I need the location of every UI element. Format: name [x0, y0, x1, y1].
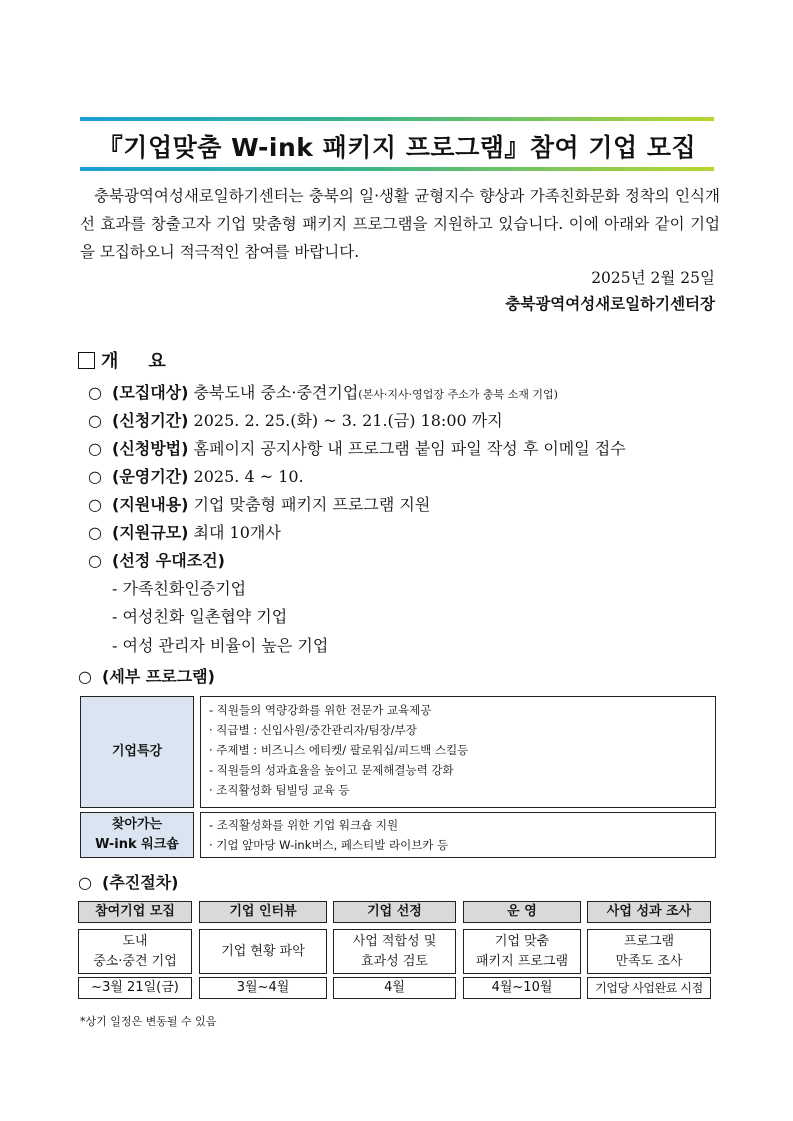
item-value: 2025. 2. 25.(화) ~ 3. 21.(금) 18:00 까지: [193, 411, 503, 430]
item-label: (운영기간): [112, 467, 189, 486]
item-label: (지원규모): [112, 523, 189, 542]
detail-heading: [78, 664, 215, 687]
issue-date: 2025년 2월 25일: [591, 269, 715, 287]
item-value: 홈페이지 공지사항 내 프로그램 붙임 파일 작성 후 이메일 접수: [193, 439, 626, 458]
circle-bullet-icon: ○: [88, 551, 102, 570]
step-time: 4월: [333, 977, 456, 999]
circle-bullet-icon: ○: [88, 523, 102, 542]
detail-row-content: [200, 812, 716, 858]
circle-bullet-icon: ○: [88, 439, 102, 458]
step-time: ~3월 21일(금): [78, 977, 192, 999]
detail-line: · 조직활성화 팀빌딩 교육 등: [209, 783, 350, 797]
signature: 충북광역여성새로일하기센터장: [505, 294, 715, 313]
step-body-line: 효과성 검토: [361, 953, 428, 969]
item-note: (본사·지사·영업장 주소가 충북 소재 기업): [358, 388, 558, 401]
detail-row-label: [80, 812, 194, 858]
detail-row-label: 기업특강: [80, 696, 194, 808]
detail-line: · 주제별 : 비즈니스 에티켓/ 팔로워십/피드백 스킬등: [209, 743, 469, 757]
overview-item: [88, 464, 304, 487]
detail-line: - 직원들의 성과효율을 높이고 문제해결능력 강화: [209, 763, 454, 777]
circle-bullet-icon: ○: [78, 873, 92, 892]
footnote: *상기 일정은 변동될 수 있음: [80, 1015, 217, 1028]
overview-item: [88, 436, 626, 459]
item-value: 충북도내 중소·중견기업: [193, 383, 359, 402]
condition-item: - 여성 관리자 비율이 높은 기업: [112, 636, 329, 655]
intro-paragraph: 충북광역여성새로일하기센터는 충북의 일·생활 균형지수 향상과 가족친화문화 정착의 인식개선 효과를 창출고자 기업 맞춤형 패키지 프로그램을 지원하고 있습니다. 이에 아래와 같이 기업을 모집하오니 적극적인 참여를 바랍니다.: [80, 187, 720, 261]
step-body-line: 기업 현황 파악: [221, 943, 305, 959]
item-label: (모집대상): [112, 383, 189, 402]
step-body-line: 사업 적합성 및: [352, 933, 437, 949]
detail-line: - 직원들의 역량강화를 위한 전문가 교육제공: [209, 703, 432, 717]
circle-bullet-icon: ○: [88, 411, 102, 430]
item-label: (지원내용): [112, 495, 189, 514]
overview-heading: [78, 347, 166, 373]
overview-heading-a: 개: [101, 351, 119, 372]
step-body-line: 프로그램: [623, 933, 675, 949]
step-body-line: 만족도 조사: [615, 953, 683, 969]
detail-row-label-a: 찾아가는: [111, 817, 163, 832]
condition-item: - 여성친화 일촌협약 기업: [112, 607, 288, 626]
step-body: [333, 929, 456, 974]
item-value: 2025. 4 ~ 10.: [193, 467, 304, 486]
step-body-line: 패키지 프로그램: [475, 953, 569, 969]
detail-line: - 조직활성화를 위한 기업 워크숍 지원: [209, 818, 399, 832]
detail-row-content: [200, 696, 716, 808]
overview-item: [88, 492, 430, 515]
procedure-heading: [78, 870, 178, 893]
detail-line: · 직급별 : 신입사원/중간관리자/팀장/부장: [209, 723, 417, 737]
step-time: 기업당 사업완료 시점: [587, 977, 711, 999]
step-head: 사업 성과 조사: [587, 901, 711, 923]
step-body: [78, 929, 192, 974]
checkbox-square-icon: [78, 352, 95, 369]
item-label: (선정 우대조건): [112, 551, 225, 570]
step-body-line: 도내: [122, 933, 148, 949]
item-label: (신청방법): [112, 439, 189, 458]
step-time: 3월~4월: [199, 977, 327, 999]
overview-item: [88, 548, 225, 571]
overview-item: [88, 380, 558, 403]
page-title: 『기업맞춤 W-ink 패키지 프로그램』참여 기업 모집: [97, 133, 697, 162]
overview-heading-b: 요: [148, 351, 166, 372]
detail-row-label-b: W-ink 워크숍: [95, 837, 179, 852]
circle-bullet-icon: ○: [88, 383, 102, 402]
title-top-rule: [80, 117, 714, 121]
item-label: (신청기간): [112, 411, 189, 430]
item-value: 최대 10개사: [193, 523, 281, 542]
overview-item: [88, 408, 503, 431]
condition-item: - 가족친화인증기업: [112, 579, 247, 598]
title-bottom-rule: [80, 167, 714, 171]
step-time: 4월~10월: [463, 977, 581, 999]
step-head: 기업 인터뷰: [199, 901, 327, 923]
step-body: [587, 929, 711, 974]
procedure-heading-label: (추진절차): [102, 873, 179, 892]
circle-bullet-icon: ○: [88, 495, 102, 514]
step-head: 기업 선정: [333, 901, 456, 923]
circle-bullet-icon: ○: [88, 467, 102, 486]
step-body: [463, 929, 581, 974]
item-value: 기업 맞춤형 패키지 프로그램 지원: [193, 495, 431, 514]
detail-heading-label: (세부 프로그램): [102, 667, 215, 686]
step-body-line: 기업 맞춤: [494, 933, 550, 949]
overview-item: [88, 520, 281, 543]
step-body: [199, 929, 327, 974]
step-head: 참여기업 모집: [78, 901, 192, 923]
step-body-line: 중소·중견 기업: [93, 953, 177, 969]
detail-line: · 기업 앞마당 W-ink버스, 페스티발 라이브카 등: [209, 838, 449, 852]
step-head: 운 영: [463, 901, 581, 923]
circle-bullet-icon: ○: [78, 667, 92, 686]
